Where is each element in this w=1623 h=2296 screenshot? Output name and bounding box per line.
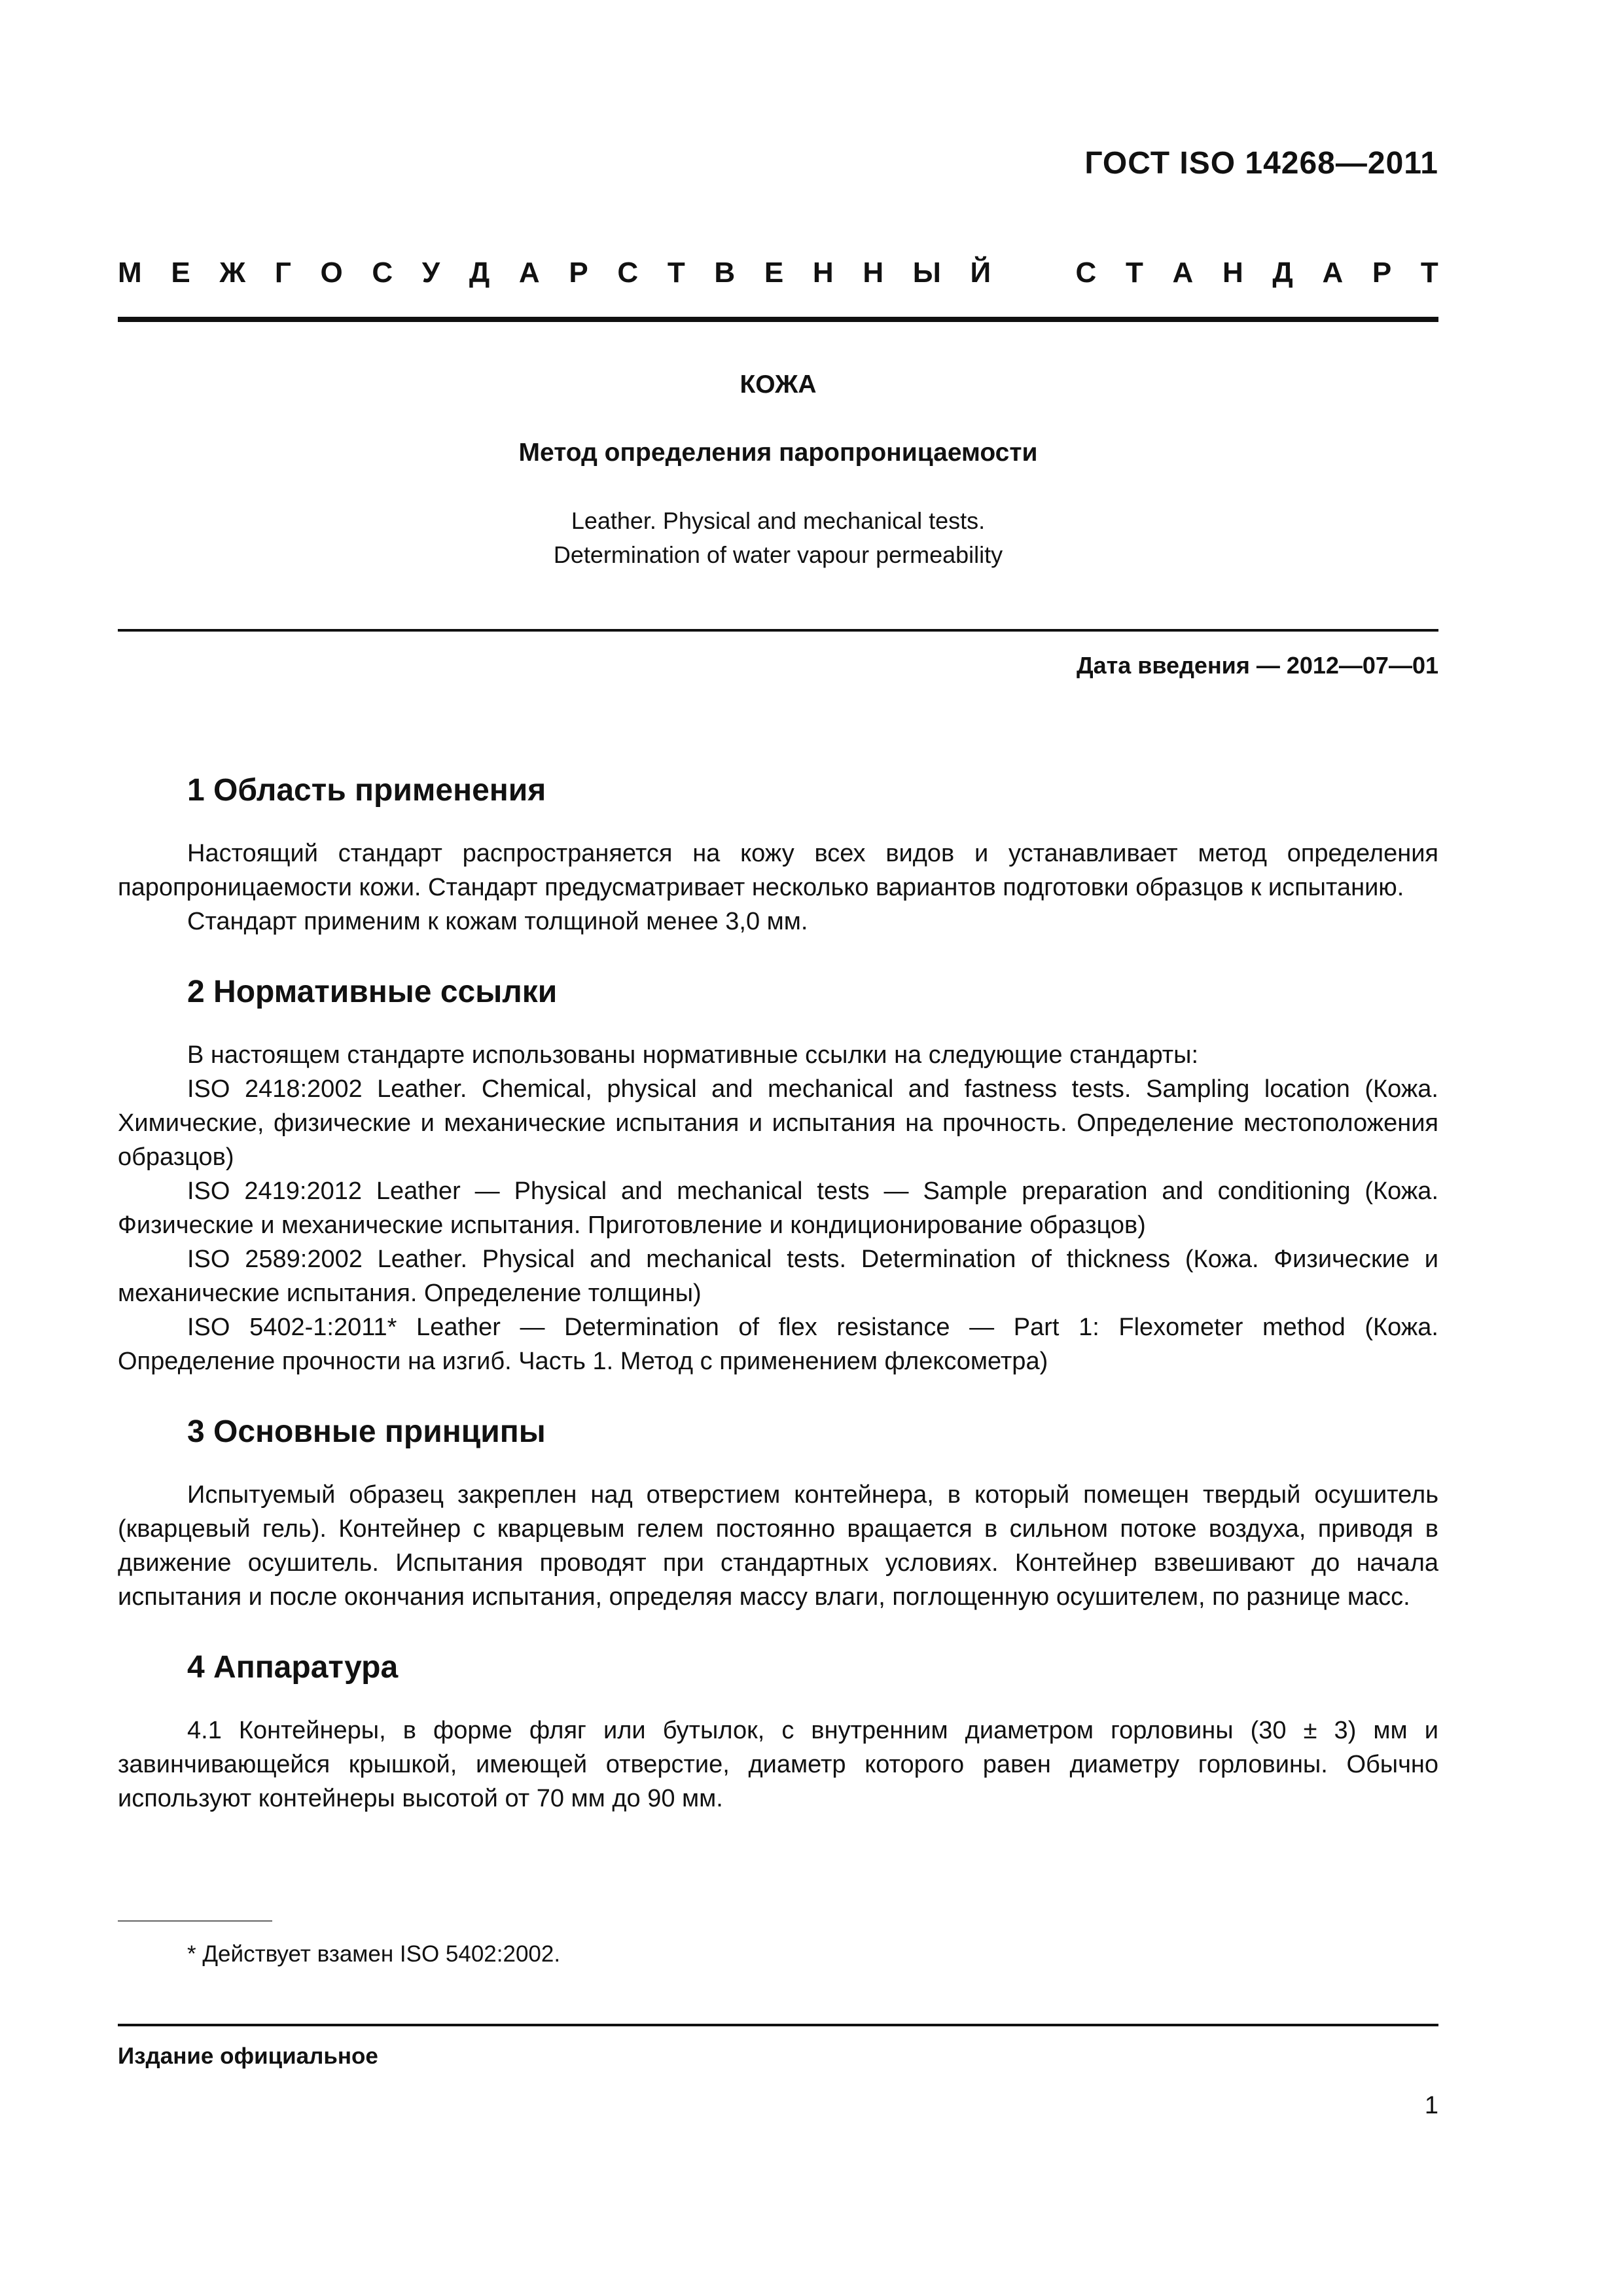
banner-letter: С: [617, 257, 639, 289]
footnote: * Действует взамен ISO 5402:2002.: [187, 1941, 561, 1967]
header-divider: [118, 317, 1438, 322]
paragraph: Стандарт применим к кожам толщиной менее 3,0 мм.: [187, 908, 808, 935]
banner-letter: С: [1075, 257, 1097, 289]
standard-code: ГОСТ ISO 14268—2011: [1084, 146, 1438, 181]
introduction-date: Дата введения — 2012—07—01: [1076, 652, 1438, 679]
banner-letter: Д: [1272, 257, 1293, 289]
banner-letter: Н: [812, 257, 834, 289]
section-heading: 1 Область применения: [187, 773, 546, 808]
english-title: [118, 504, 1438, 572]
banner-letter: О: [320, 257, 343, 289]
banner-letter: Р: [569, 257, 588, 289]
banner-letter: Е: [171, 257, 190, 289]
edition-label: Издание официальное: [118, 2043, 378, 2069]
section-heading: 2 Нормативные ссылки: [187, 975, 558, 1009]
banner-letter: Р: [1372, 257, 1392, 289]
footnote-divider: [118, 1920, 272, 1922]
banner-letter: Е: [764, 257, 784, 289]
paragraph: 4.1 Контейнеры, в форме фляг или бутылок, с внутренним диаметром горловины (30 ± 3) мм и завинчивающейся крышкой, имеющей отверстие, диаметр которого равен диаметру горловины. Обычно используют контейнеры высотой от 70 мм до 90 мм.: [118, 1717, 1438, 1812]
paragraph: Испытуемый образец закреплен над отверстием контейнера, в который помещен твердый осушитель (кварцевый гель). Контейнер с кварцевым гелем постоянно вращается в сильном потоке воздуха, приводя в движение осушитель. Испытания проводят при стандартных условиях. Контейнер взвешивают до начала испытания и после окончания испытания, определяя массу влаги, поглощенную осушителем, по разнице масс.: [118, 1481, 1438, 1611]
section-normative-references: [118, 971, 1438, 1378]
paragraph: ISO 2589:2002 Leather. Physical and mechanical tests. Determination of thickness (Кожа. Физические и механические испытания. Определение толщины): [118, 1246, 1438, 1307]
banner-word-gap: [1020, 257, 1046, 289]
banner-letter: Т: [1420, 257, 1438, 289]
banner-letter: М: [118, 257, 142, 289]
banner-letter: Й: [970, 257, 991, 289]
section-apparatus: [118, 1647, 1438, 1816]
document-title: КОЖА: [740, 370, 817, 399]
banner-letter: Н: [863, 257, 884, 289]
document-subtitle: Метод определения паропроницаемости: [518, 439, 1038, 467]
banner-letter: Н: [1222, 257, 1243, 289]
banner-letter: А: [518, 257, 540, 289]
section-heading: 3 Основные принципы: [187, 1414, 546, 1449]
page-number: 1: [1424, 2092, 1438, 2119]
section-principles: [118, 1411, 1438, 1614]
english-title-line: Determination of water vapour permeability: [553, 541, 1003, 568]
section-heading: 4 Аппаратура: [187, 1650, 399, 1685]
paragraph: ISO 2419:2012 Leather — Physical and mechanical tests — Sample preparation and conditioning (Кожа. Физические и механические испытания. Приготовление и кондиционирование образцов): [118, 1177, 1438, 1239]
banner-letter: С: [372, 257, 393, 289]
document-body: [118, 770, 1438, 1848]
section-scope: [118, 770, 1438, 939]
banner-letter: У: [421, 257, 440, 289]
banner-letter: Г: [274, 257, 291, 289]
banner-letter: Т: [667, 257, 685, 289]
title-divider: [118, 629, 1438, 632]
banner-letter: Ы: [912, 257, 941, 289]
paragraph: ISO 2418:2002 Leather. Chemical, physical and mechanical and fastness tests. Sampling location (Кожа. Химические, физические и механические испытания и испытания на прочность. Определение местоположения образцов): [118, 1075, 1438, 1171]
banner-letter: Д: [469, 257, 490, 289]
english-title-line: Leather. Physical and mechanical tests.: [571, 507, 986, 534]
banner-letter: Ж: [219, 257, 246, 289]
banner-letter: В: [714, 257, 736, 289]
paragraph: В настоящем стандарте использованы нормативные ссылки на следующие стандарты:: [187, 1041, 1199, 1069]
banner-letter: А: [1172, 257, 1194, 289]
banner-letter: А: [1322, 257, 1344, 289]
interstate-standard-banner: [118, 257, 1438, 289]
paragraph: Настоящий стандарт распространяется на кожу всех видов и устанавливает метод определения паропроницаемости кожи. Стандарт предусматривает несколько вариантов подготовки образцов к испытанию.: [118, 840, 1438, 901]
footer-divider: [118, 2024, 1438, 2026]
paragraph: ISO 5402-1:2011* Leather — Determination of flex resistance — Part 1: Flexometer method (Кожа. Определение прочности на изгиб. Часть 1. Метод с применением флексометра): [118, 1314, 1438, 1375]
banner-letter: Т: [1125, 257, 1143, 289]
